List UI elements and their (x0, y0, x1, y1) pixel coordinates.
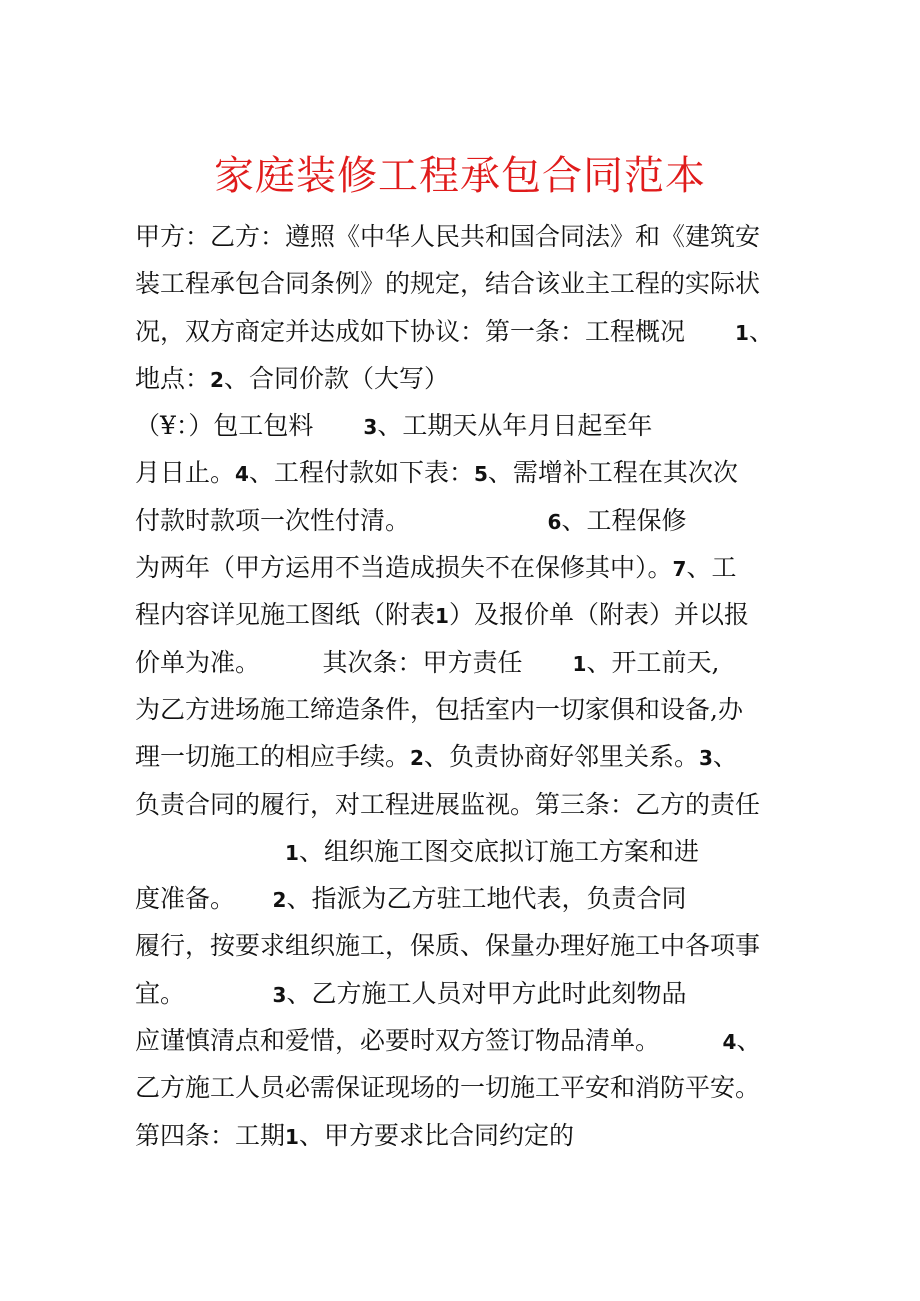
body-text-segment: 、负责协商好邻里关系。 (423, 742, 699, 772)
body-text-segment: 、工程付款如下表： (248, 458, 474, 488)
body-text-segment: 、工 (686, 553, 737, 583)
body-text-segment: ）及报价单（附表）并以报 (448, 600, 749, 630)
clause-number: 1 (285, 1124, 299, 1149)
body-text-segment: 、工程保修 (561, 505, 687, 535)
body-text-segment: 、 (748, 316, 774, 346)
body-text-segment: 宜。 (135, 978, 273, 1008)
clause-number: 1 (435, 604, 449, 629)
body-text-segment: 、指派为乙方驻工地代表，负责合同 (286, 884, 687, 914)
body-line (135, 781, 795, 828)
body-line (135, 1017, 795, 1064)
body-text-segment: （¥：）包工包料 (135, 411, 364, 441)
body-line (135, 639, 795, 686)
body-line (135, 591, 795, 638)
clause-number: 1 (572, 651, 587, 676)
clause-number: 7 (672, 557, 687, 582)
document-body (135, 213, 795, 1159)
body-text-segment: 应谨慎清点和爱惜，必要时双方签订物品清单。 (135, 1026, 723, 1056)
body-text-segment: 况，双方商定并达成如下协议：第一条：工程概况 (135, 316, 736, 346)
body-text-segment: 为两年（甲方运用不当造成损失不在保修其中）。 (135, 553, 673, 583)
body-text-segment: 为乙方进场施工缔造条件，包括室内一切家俱和设备,办 (135, 694, 743, 724)
clause-number: 1 (735, 320, 749, 345)
clause-number: 2 (210, 367, 224, 392)
clause-number: 3 (363, 415, 378, 440)
body-text-segment: 装工程承包合同条例》的规定，结合该业主工程的实际状 (135, 269, 761, 299)
body-line (135, 449, 795, 496)
clause-number: 2 (272, 888, 287, 913)
body-line (135, 875, 795, 922)
body-line (135, 686, 795, 733)
body-text-segment: 负责合同的履行，对工程进展监视。第三条：乙方的责任 (135, 789, 761, 819)
body-text-segment: 度准备。 (135, 884, 273, 914)
body-line (135, 733, 795, 780)
body-text-segment: 、开工前天, (586, 647, 720, 677)
body-text-segment: 、组织施工图交底拟订施工方案和进 (298, 836, 699, 866)
clause-number: 3 (698, 746, 713, 771)
body-text-segment: 价单为准。 其次条：甲方责任 (135, 647, 573, 677)
body-text-segment: 付款时款项一次性付清。 (135, 505, 548, 535)
body-line (135, 828, 795, 875)
body-text-segment: 月日止。 (135, 458, 236, 488)
body-line (135, 1064, 795, 1111)
clause-number: 6 (547, 509, 562, 534)
body-text-segment: 、工期天从年月日起至年 (377, 411, 653, 441)
body-text-segment: 程内容详见施工图纸（附表 (135, 600, 436, 630)
body-line (135, 308, 795, 355)
body-line (135, 497, 795, 544)
clause-number: 4 (722, 1030, 737, 1055)
body-line (135, 213, 795, 260)
clause-number: 2 (410, 746, 424, 771)
body-text-segment: 、 (736, 1026, 762, 1056)
body-text-segment: 第四条：工期 (135, 1120, 286, 1150)
body-text-segment: 乙方施工人员必需保证现场的一切施工平安和消防平安。 (135, 1073, 761, 1103)
document-title: 家庭装修工程承包合同范本 (214, 153, 706, 199)
body-text-segment: 地点： (135, 363, 211, 393)
body-line (135, 260, 795, 307)
body-line (135, 970, 795, 1017)
body-text-segment (135, 837, 285, 866)
body-text-segment: 、合同价款（大写） (223, 363, 449, 393)
body-line (135, 1112, 795, 1159)
body-line (135, 922, 795, 969)
body-line (135, 544, 795, 591)
body-text-segment: 、需增补工程在其次次 (487, 458, 738, 488)
clause-number: 4 (235, 462, 249, 487)
body-text-segment: 、甲方要求比合同约定的 (298, 1120, 574, 1150)
clause-number: 1 (285, 840, 299, 865)
body-text-segment: 、 (712, 742, 738, 772)
body-text-segment: 履行，按要求组织施工，保质、保量办理好施工中各项事 (135, 931, 761, 961)
clause-number: 3 (272, 982, 287, 1007)
body-line (135, 402, 795, 449)
body-line (135, 355, 795, 402)
clause-number: 5 (473, 462, 488, 487)
body-text-segment: 、乙方施工人员对甲方此时此刻物品 (286, 978, 687, 1008)
body-text-segment: 理一切施工的相应手续。 (135, 742, 411, 772)
body-text-segment: 甲方：乙方：遵照《中华人民共和国合同法》和《建筑安 (135, 222, 761, 251)
